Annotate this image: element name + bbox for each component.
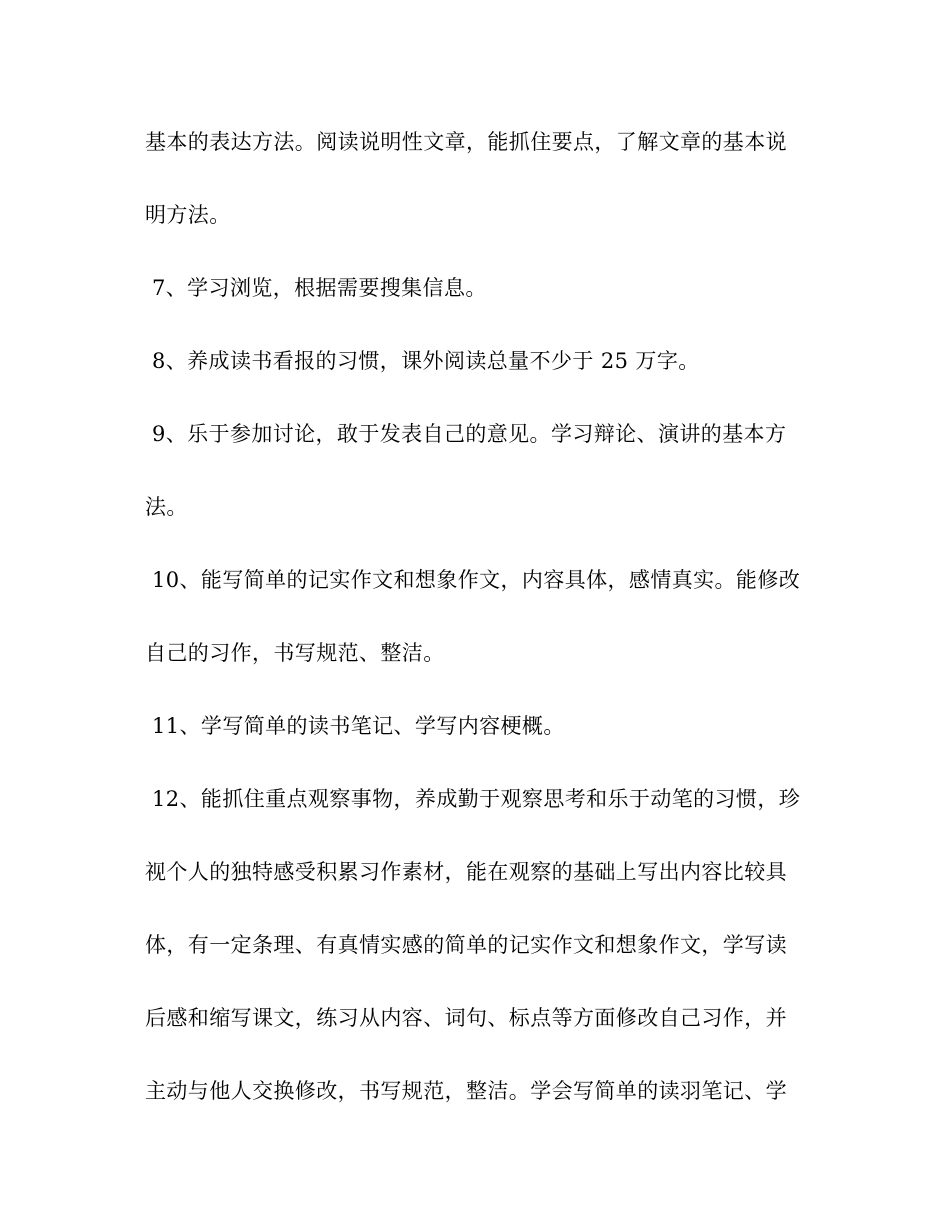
text-line: 主动与他人交换修改，书写规范，整洁。学会写简单的读羽笔记、学 — [145, 1079, 787, 1103]
text-line: 后感和缩写课文，练习从内容、词句、标点等方面修改自己习作，并 — [145, 1006, 787, 1030]
text-line: 法。 — [145, 495, 188, 519]
list-item-12: 12、能抓住重点观察事物，养成勤于观察思考和乐于动笔的习惯，珍 — [152, 787, 801, 811]
list-item-9: 9、乐于参加讨论，敢于发表自己的意见。学习辩论、演讲的基本方 — [152, 422, 787, 446]
text-line: 自己的习作，书写规范、整洁。 — [145, 641, 445, 665]
text-line: 视个人的独特感受积累习作素材，能在观察的基础上写出内容比较具 — [145, 860, 787, 884]
list-item-8: 8、养成读书看报的习惯，课外阅读总量不少于 25 万字。 — [152, 349, 700, 373]
text-line: 明方法。 — [145, 203, 231, 227]
text-line: 基本的表达方法。阅读说明性文章，能抓住要点，了解文章的基本说 — [145, 130, 787, 154]
text-line: 体，有一定条理、有真情实感的简单的记实作文和想象作文，学写读 — [145, 933, 787, 957]
list-item-7: 7、学习浏览，根据需要搜集信息。 — [152, 276, 487, 300]
list-item-11: 11、学写简单的读书笔记、学写内容梗概。 — [152, 714, 565, 738]
list-item-10: 10、能写简单的记实作文和想象作文，内容具体，感情真实。能修改 — [152, 568, 801, 592]
